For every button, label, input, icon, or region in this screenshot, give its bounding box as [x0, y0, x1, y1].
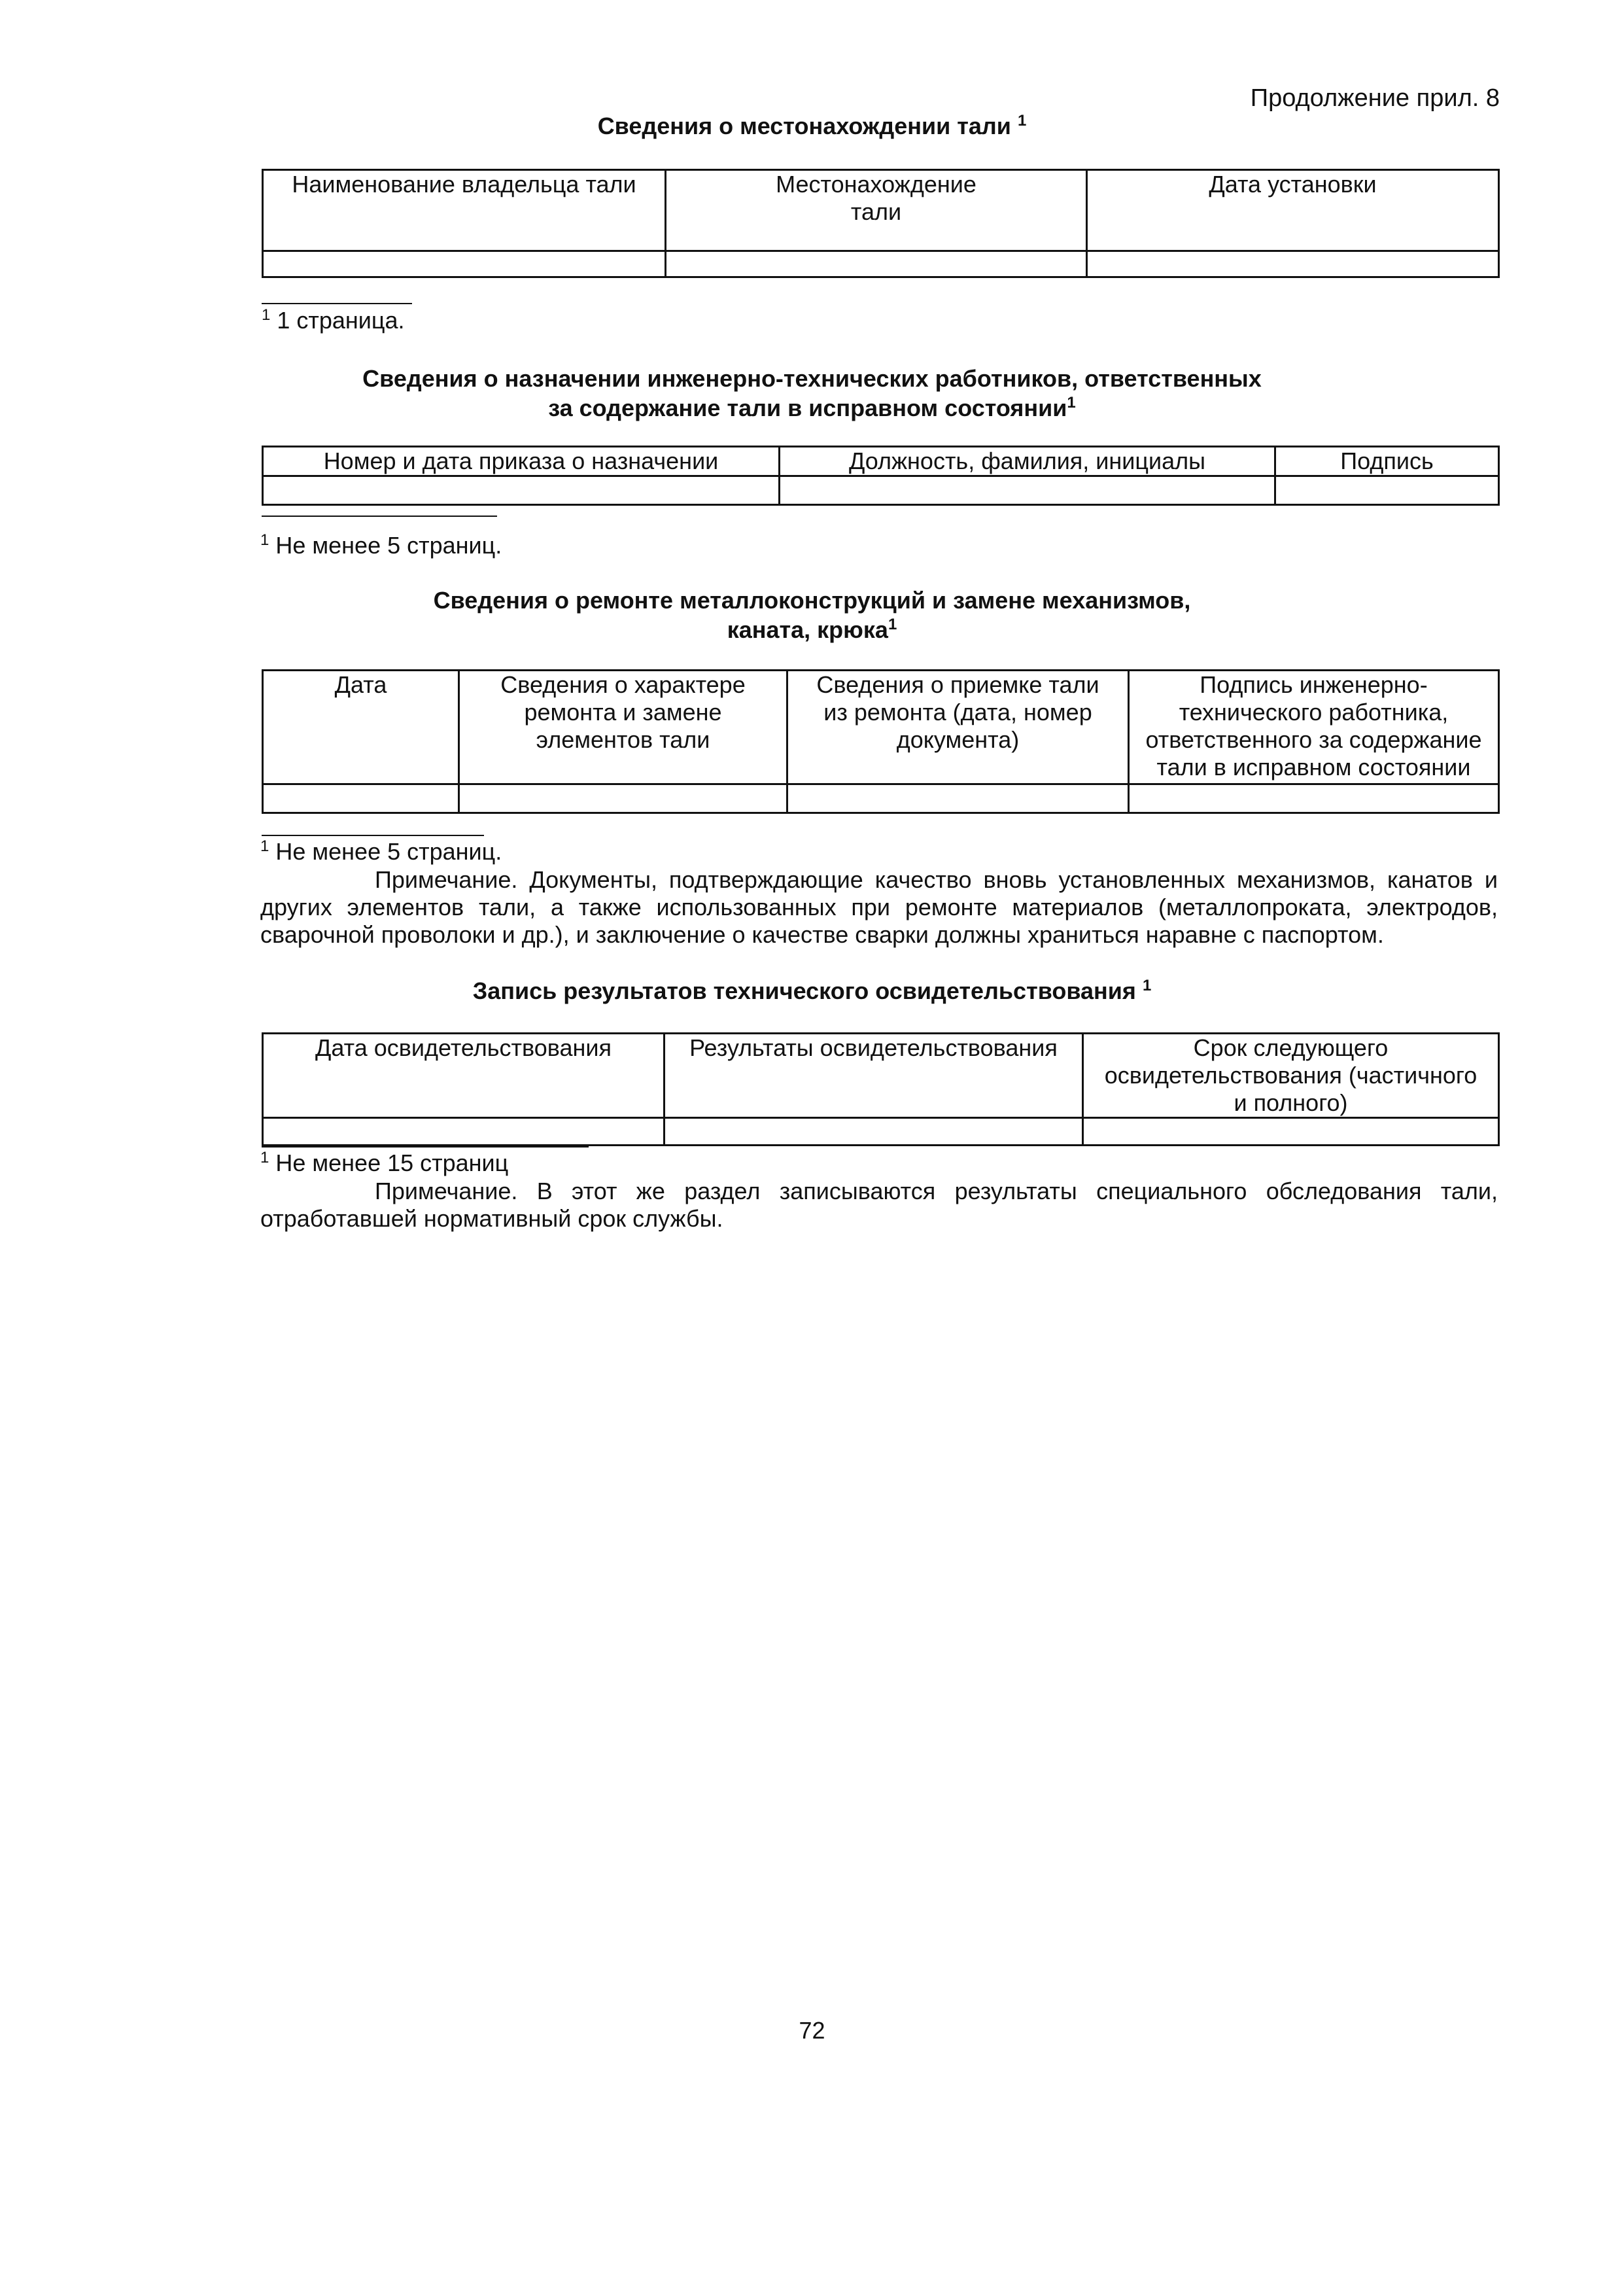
- section2-title-line1: Сведения о назначении инженерно-технических работников, ответственных: [362, 365, 1262, 392]
- table-row: [263, 251, 1499, 277]
- footnote-divider: [262, 835, 484, 836]
- column-header-inspection-results: Результаты освидетельствования: [665, 1034, 1083, 1118]
- footnote-text: Не менее 5 страниц.: [275, 838, 502, 865]
- table-cell[interactable]: [263, 1118, 665, 1146]
- footnote-text: Не менее 15 страниц: [275, 1149, 509, 1176]
- section1-table: [262, 169, 1500, 278]
- table-cell[interactable]: [263, 784, 459, 813]
- footnote-divider: [262, 303, 412, 304]
- table-row: [263, 784, 1499, 813]
- section3-footnote: [260, 837, 502, 866]
- section2-table: [262, 446, 1500, 506]
- table-cell[interactable]: [787, 784, 1129, 813]
- note-text: Примечание. Документы, подтверждающие качество вновь установленных механизмов, канатов и других элементов тали, а также использованных при ремонте материалов (металлопроката, электродов, сварочной проволоки и др.), и заключение о качестве сварки должны храниться наравне с паспортом.: [260, 866, 1498, 949]
- section2-footnote: [260, 531, 502, 559]
- section1-title-text: Сведения о местонахождении тали: [597, 113, 1011, 139]
- column-header-repair-info: Сведения о характере ремонта и замене элементов тали: [459, 671, 787, 784]
- column-header-signature: Подпись: [1275, 447, 1499, 476]
- footnote-mark: 1: [262, 306, 271, 324]
- table-cell[interactable]: [263, 251, 666, 277]
- section4-note: [260, 1178, 1498, 1233]
- section1-footnote: [262, 306, 405, 334]
- table-cell[interactable]: [263, 476, 780, 505]
- continuation-text: Продолжение прил. 8: [1250, 84, 1500, 112]
- section3-table: [262, 669, 1500, 814]
- column-header-acceptance-info: Сведения о приемке тали из ремонта (дата, номер документа): [787, 671, 1129, 784]
- section4-title-mark: 1: [1142, 977, 1152, 994]
- table-header-row: [263, 447, 1499, 476]
- table-cell[interactable]: [1275, 476, 1499, 505]
- page-number: [0, 2016, 1624, 2044]
- section3-title-line1: Сведения о ремонте металлоконструкций и замене механизмов,: [433, 587, 1191, 614]
- section4-footnote: [260, 1149, 508, 1177]
- table-cell[interactable]: [1087, 251, 1499, 277]
- column-header-owner: Наименование владельца тали: [263, 170, 666, 251]
- section3-title-line2: каната, крюка: [727, 616, 888, 643]
- table-row: [263, 476, 1499, 505]
- section4-title-text: Запись результатов технического освидетельствования: [472, 977, 1136, 1004]
- section1-title: [0, 111, 1624, 141]
- table-cell[interactable]: [665, 1118, 1083, 1146]
- section3-title: [0, 586, 1624, 644]
- section4-table: [262, 1032, 1500, 1146]
- section3-note: [260, 866, 1498, 949]
- section2-title-line2: за содержание тали в исправном состоянии: [548, 394, 1067, 421]
- footnote-mark: 1: [260, 1149, 269, 1166]
- column-header-order: Номер и дата приказа о назначении: [263, 447, 780, 476]
- table-cell[interactable]: [1083, 1118, 1499, 1146]
- section2-title: [0, 364, 1624, 423]
- page-number-text: 72: [799, 2017, 825, 2044]
- column-header-engineer-signature: Подпись инженерно-технического работника, ответственного за содержание тали в исправном состоянии: [1129, 671, 1499, 784]
- note-text: Примечание. В этот же раздел записываются результаты специального обследования тали, отработавшей нормативный срок службы.: [260, 1178, 1498, 1233]
- footnote-mark: 1: [260, 837, 269, 855]
- continuation-label: [1251, 84, 1500, 114]
- footnote-divider: [262, 516, 497, 517]
- table-cell[interactable]: [459, 784, 787, 813]
- column-header-install-date: Дата установки: [1087, 170, 1499, 251]
- footnote-text: 1 страница.: [277, 307, 405, 334]
- section2-title-mark: 1: [1067, 394, 1076, 412]
- section1-title-mark: 1: [1017, 112, 1027, 130]
- footnote-divider: [262, 1146, 589, 1148]
- table-cell[interactable]: [666, 251, 1087, 277]
- table-header-row: [263, 671, 1499, 784]
- column-header-inspection-date: Дата освидетельствования: [263, 1034, 665, 1118]
- table-cell[interactable]: [1129, 784, 1499, 813]
- footnote-text: Не менее 5 страниц.: [275, 532, 502, 559]
- table-row: [263, 1118, 1499, 1146]
- table-header-row: [263, 170, 1499, 251]
- section4-title: [0, 976, 1624, 1006]
- section3-title-mark: 1: [888, 616, 897, 633]
- table-cell[interactable]: [780, 476, 1275, 505]
- column-header-date: Дата: [263, 671, 459, 784]
- column-header-location: Местонахождение тали: [666, 170, 1087, 251]
- table-header-row: [263, 1034, 1499, 1118]
- column-header-next-inspection: Срок следующего освидетельствования (частичного и полного): [1083, 1034, 1499, 1118]
- footnote-mark: 1: [260, 531, 269, 549]
- column-header-position-name: Должность, фамилия, инициалы: [780, 447, 1275, 476]
